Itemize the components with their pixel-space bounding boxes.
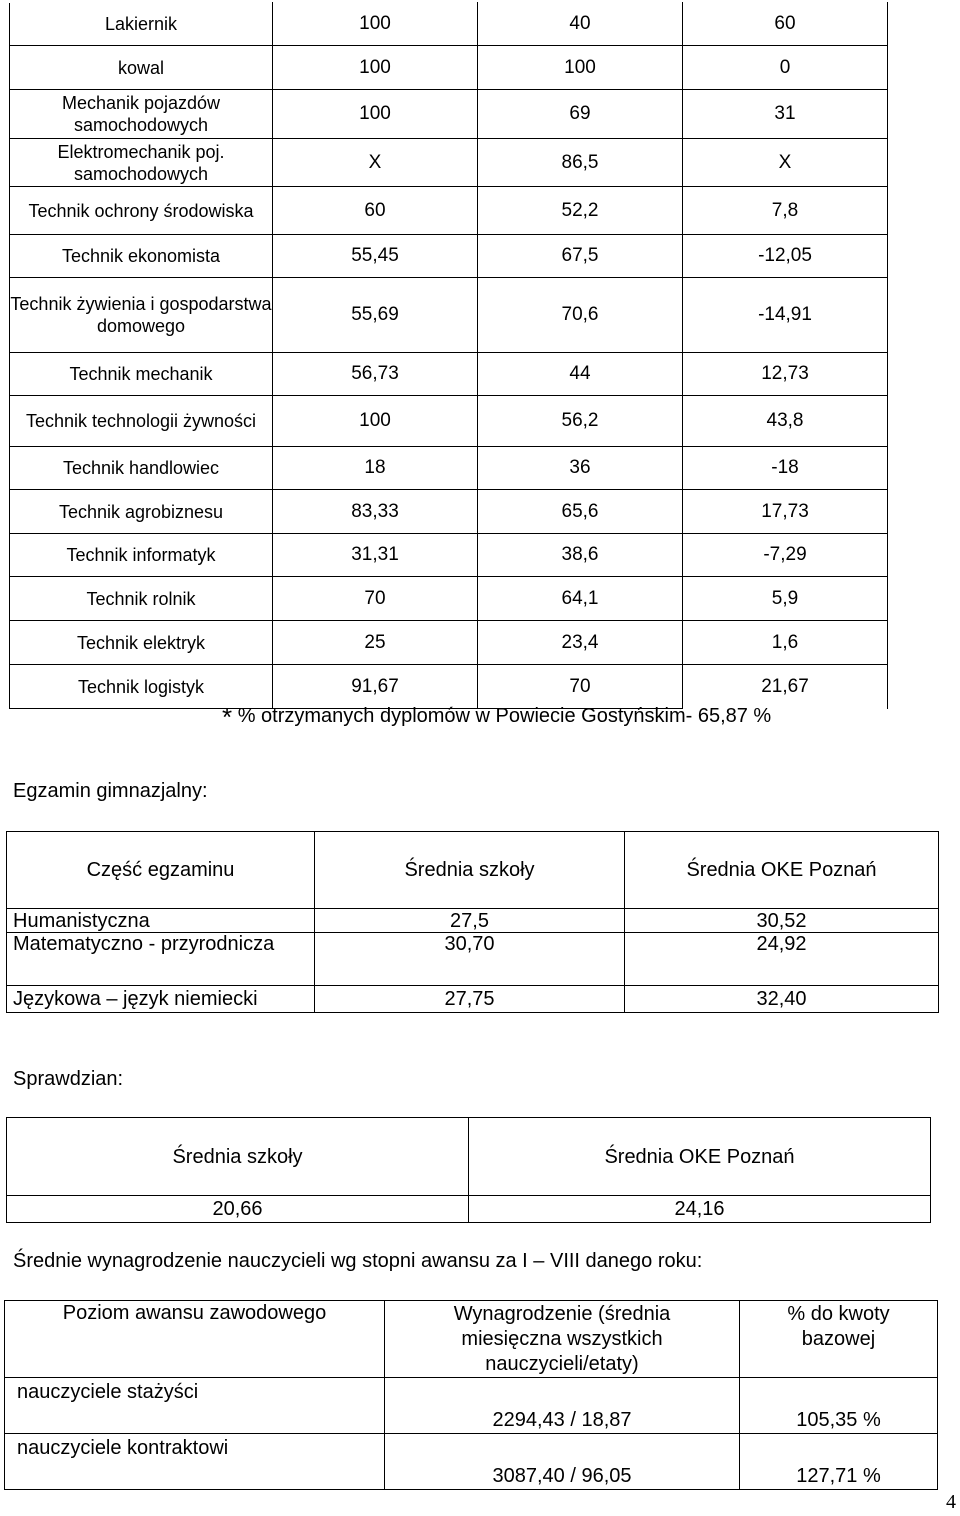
salary-cell: 2294,43 / 18,87 [385,1378,740,1434]
value-a-cell: 55,45 [273,235,478,278]
value-b-cell: 36 [478,447,683,490]
salary-cell: 3087,40 / 96,05 [385,1434,740,1490]
value-a-cell: 31,31 [273,534,478,577]
value-b-cell: 52,2 [478,187,683,235]
value-b-cell: 56,2 [478,396,683,447]
table-row [10,46,888,90]
value-a-cell: 60 [273,187,478,235]
profession-cell: kowal [10,46,273,90]
value-c-cell: 43,8 [683,396,888,447]
part-cell: Językowa – język niemiecki [7,986,315,1013]
table-row [10,396,888,447]
value-a-cell: 70 [273,577,478,621]
note-star: * [222,702,233,732]
header-level: Poziom awansu zawodowego [5,1301,385,1378]
value-c-cell: 1,6 [683,621,888,665]
percent-cell: 105,35 % [740,1378,938,1434]
school-value: 20,66 [7,1196,469,1223]
value-b-cell: 23,4 [478,621,683,665]
value-c-cell: -14,91 [683,278,888,353]
level-cell: nauczyciele kontraktowi [5,1434,385,1490]
value-b-cell: 69 [478,90,683,139]
profession-cell: Technik mechanik [10,353,273,396]
school-cell: 27,5 [315,909,625,933]
header-oke: Średnia OKE Poznań [469,1118,931,1196]
exam-results-table [9,2,888,709]
profession-cell: Technik elektryk [10,621,273,665]
oke-cell: 30,52 [625,909,939,933]
school-cell: 30,70 [315,933,625,986]
table-row [5,1378,938,1434]
profession-cell: Technik technologii żywności [10,396,273,447]
gimnazjalny-heading: Egzamin gimnazjalny: [13,780,208,802]
salary-heading: Średnie wynagrodzenie nauczycieli wg stopni awansu za I – VIII danego roku: [13,1250,703,1272]
profession-cell: Technik handlowiec [10,447,273,490]
value-c-cell: 0 [683,46,888,90]
profession-cell: Technik żywienia i gospodarstwa domowego [10,278,273,353]
table-row [10,90,888,139]
school-cell: 27,75 [315,986,625,1013]
oke-value: 24,16 [469,1196,931,1223]
value-c-cell: 12,73 [683,353,888,396]
salary-table [4,1300,938,1490]
value-b-cell: 64,1 [478,577,683,621]
value-c-cell: 17,73 [683,490,888,534]
value-a-cell: 100 [273,396,478,447]
profession-cell: Technik ekonomista [10,235,273,278]
profession-cell: Mechanik pojazdów samochodowych [10,90,273,139]
value-a-cell: 100 [273,90,478,139]
gimnazjalny-table [6,831,939,1013]
table-row [10,187,888,235]
value-a-cell: 55,69 [273,278,478,353]
diploma-note [222,698,772,732]
table-row [7,909,939,933]
profession-cell: Lakiernik [10,3,273,46]
value-c-cell: 31 [683,90,888,139]
value-b-cell: 100 [478,46,683,90]
profession-cell: Technik rolnik [10,577,273,621]
value-a-cell: 100 [273,3,478,46]
value-a-cell: 83,33 [273,490,478,534]
header-school: Średnia szkoły [7,1118,469,1196]
value-c-cell: X [683,139,888,187]
level-cell: nauczyciele stażyści [5,1378,385,1434]
value-c-cell: 7,8 [683,187,888,235]
value-b-cell: 70 [478,665,683,709]
value-c-cell: 21,67 [683,665,888,709]
header-salary: Wynagrodzenie (średnia miesięczna wszystkich nauczycieli/etaty) [385,1301,740,1378]
table-row [10,3,888,46]
table-row [10,621,888,665]
part-cell: Matematyczno - przyrodnicza [7,933,315,986]
part-cell: Humanistyczna [7,909,315,933]
table-row [7,986,939,1013]
sprawdzian-heading: Sprawdzian: [13,1068,124,1090]
header-percent: % do kwoty bazowej [740,1301,938,1378]
oke-cell: 32,40 [625,986,939,1013]
value-b-cell: 86,5 [478,139,683,187]
value-b-cell: 40 [478,3,683,46]
header-school: Średnia szkoły [315,832,625,909]
profession-cell: Elektromechanik poj. samochodowych [10,139,273,187]
value-c-cell: -18 [683,447,888,490]
value-c-cell: -7,29 [683,534,888,577]
table-row [10,235,888,278]
profession-cell: Technik logistyk [10,665,273,709]
value-a-cell: 25 [273,621,478,665]
value-a-cell: 100 [273,46,478,90]
note-text: % otrzymanych dyplomów w Powiecie Gostyńskim- 65,87 % [237,705,772,727]
value-b-cell: 38,6 [478,534,683,577]
profession-cell: Technik informatyk [10,534,273,577]
value-b-cell: 70,6 [478,278,683,353]
value-a-cell: 91,67 [273,665,478,709]
table-row [10,534,888,577]
table-row [10,353,888,396]
value-b-cell: 65,6 [478,490,683,534]
table-row [10,447,888,490]
header-oke: Średnia OKE Poznań [625,832,939,909]
value-a-cell: 56,73 [273,353,478,396]
table-row [7,933,939,986]
header-part: Część egzaminu [7,832,315,909]
value-c-cell: -12,05 [683,235,888,278]
page-number: 4 [946,1491,956,1513]
value-c-cell: 5,9 [683,577,888,621]
table-row [10,278,888,353]
table-row [5,1434,938,1490]
profession-cell: Technik agrobiznesu [10,490,273,534]
value-c-cell: 60 [683,3,888,46]
profession-cell: Technik ochrony środowiska [10,187,273,235]
table-row [10,490,888,534]
value-b-cell: 44 [478,353,683,396]
value-a-cell: 18 [273,447,478,490]
oke-cell: 24,92 [625,933,939,986]
value-a-cell: X [273,139,478,187]
table-row [10,577,888,621]
table-row [10,139,888,187]
value-b-cell: 67,5 [478,235,683,278]
sprawdzian-table [6,1117,931,1223]
percent-cell: 127,71 % [740,1434,938,1490]
